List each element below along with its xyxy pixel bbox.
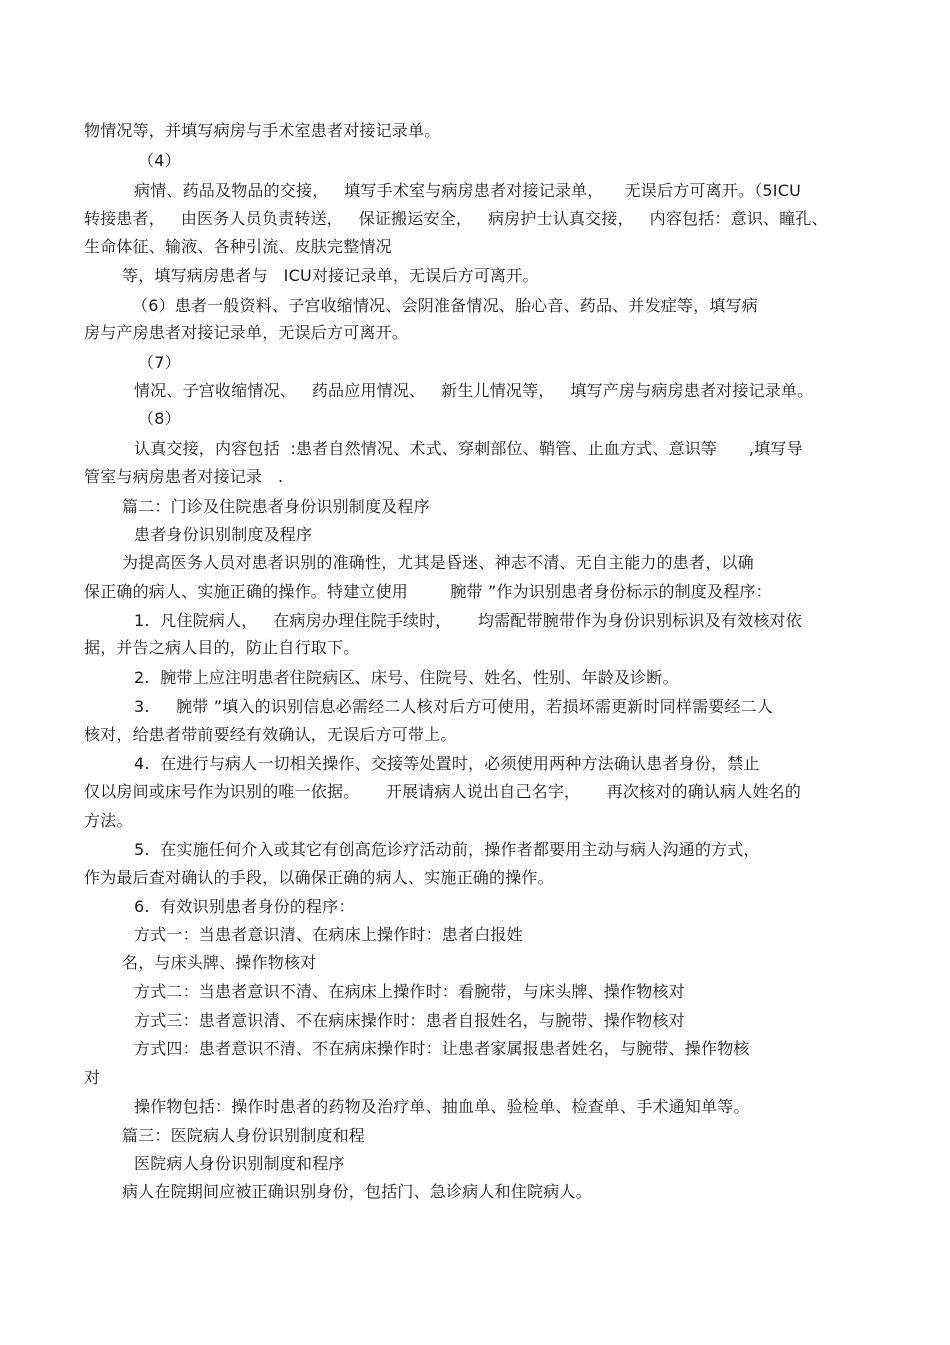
text-line: 方式二：当患者意识不清、在病床上操作时：看腕带，与床头牌、操作物核对 bbox=[134, 982, 685, 1001]
text-line: 情况、子宫收缩情况、 药品应用情况、 新生儿情况等， 填写产房与病房患者对接记录单。 bbox=[134, 381, 814, 400]
text-line: 方法。 bbox=[84, 811, 133, 830]
text-line: （4） bbox=[138, 151, 181, 170]
text-line: 方式一：当患者意识清、在病床上操作时：患者白报姓 bbox=[134, 925, 523, 944]
text-line: 仅以房间或床号作为识别的唯一依据。 开展请病人说出自己名字， 再次核对的确认病人姓名的 bbox=[84, 782, 802, 801]
text-line: 4. 在进行与病人一切相关操作、交接等处置时，必须使用两种方法确认患者身份，禁止 bbox=[134, 754, 760, 773]
text-line: 1. 凡住院病人， 在病房办理住院手续时， 均需配带腕带作为身份识别标识及有效核对依 bbox=[134, 611, 802, 630]
text-line: 为提高医务人员对患者识别的准确性，尤其是昏迷、神志不清、无自主能力的患者，以确 bbox=[122, 553, 754, 572]
text-line: 作为最后查对确认的手段，以确保正确的病人、实施正确的操作。 bbox=[84, 868, 554, 887]
text-line: 等，填写病房患者与 ICU对接记录单，无误后方可离开。 bbox=[122, 266, 539, 285]
text-line: 5. 在实施任何介入或其它有创高危诊疗活动前，操作者都要用主动与病人沟通的方式， bbox=[134, 840, 760, 859]
text-line: 管室与病房患者对接记录 . bbox=[84, 467, 284, 486]
text-line: 方式四：患者意识不清、不在病床操作时：让患者家属报患者姓名，与腕带、操作物核 bbox=[134, 1039, 750, 1058]
text-line: 操作物包括：操作时患者的药物及治疗单、抽血单、验检单、检查单、手术通知单等。 bbox=[134, 1097, 750, 1116]
section-heading: 篇二：门诊及住院患者身份识别制度及程序 bbox=[122, 497, 430, 516]
text-line: 病人在院期间应被正确识别身份，包括门、急诊病人和住院病人。 bbox=[122, 1182, 592, 1201]
text-line: 转接患者， 由医务人员负责转送， 保证搬运安全， 病房护士认真交接， 内容包括：意识、瞳孔、 bbox=[84, 209, 828, 228]
text-line: 3. 腕带 ”填入的识别信息必需经二人核对后方可使用，若损坏需更新时同样需要经二人 bbox=[134, 697, 774, 716]
text-line: 名，与床头牌、操作物核对 bbox=[122, 953, 317, 972]
section-heading: 篇三：医院病人身份识别制度和程 bbox=[122, 1126, 366, 1145]
text-line: （6）患者一般资料、子宫收缩情况、会阴准备情况、胎心音、药品、并发症等，填写病 bbox=[132, 296, 758, 315]
subsection-heading: 患者身份识别制度及程序 bbox=[134, 525, 313, 544]
text-line: 据，并告之病人目的，防止自行取下。 bbox=[84, 638, 360, 657]
text-line: （8） bbox=[138, 409, 181, 428]
text-line: 认真交接，内容包括 :患者自然情况、术式、穿刺部位、鞘管、止血方式、意识等 ,填写导 bbox=[134, 439, 803, 458]
text-line: 2. 腕带上应注明患者住院病区、床号、住院号、姓名、性别、年龄及诊断。 bbox=[134, 668, 679, 687]
text-line: （7） bbox=[138, 353, 181, 372]
text-line: 房与产房患者对接记录单，无误后方可离开。 bbox=[84, 323, 409, 342]
text-line: 物情况等，并填写病房与手术室患者对接记录单。 bbox=[84, 121, 441, 140]
text-line: 6. 有效识别患者身份的程序： bbox=[134, 897, 355, 916]
text-line: 生命体征、输液、各种引流、皮肤完整情况 bbox=[84, 237, 392, 256]
subsection-heading: 医院病人身份识别制度和程序 bbox=[134, 1154, 345, 1173]
text-line: 对 bbox=[84, 1068, 101, 1087]
text-line: 保正确的病人、实施正确的操作。特建立使用 腕带 ”作为识别患者身份标示的制度及程序： bbox=[84, 582, 772, 601]
text-line: 病情、药品及物品的交接， 填写手术室与病房患者对接记录单， 无误后方可离开。（5ICU bbox=[134, 181, 801, 200]
text-line: 核对，给患者带前要经有效确认，无误后方可带上。 bbox=[84, 725, 457, 744]
text-line: 方式三：患者意识清、不在病床操作时：患者自报姓名，与腕带、操作物核对 bbox=[134, 1011, 685, 1030]
